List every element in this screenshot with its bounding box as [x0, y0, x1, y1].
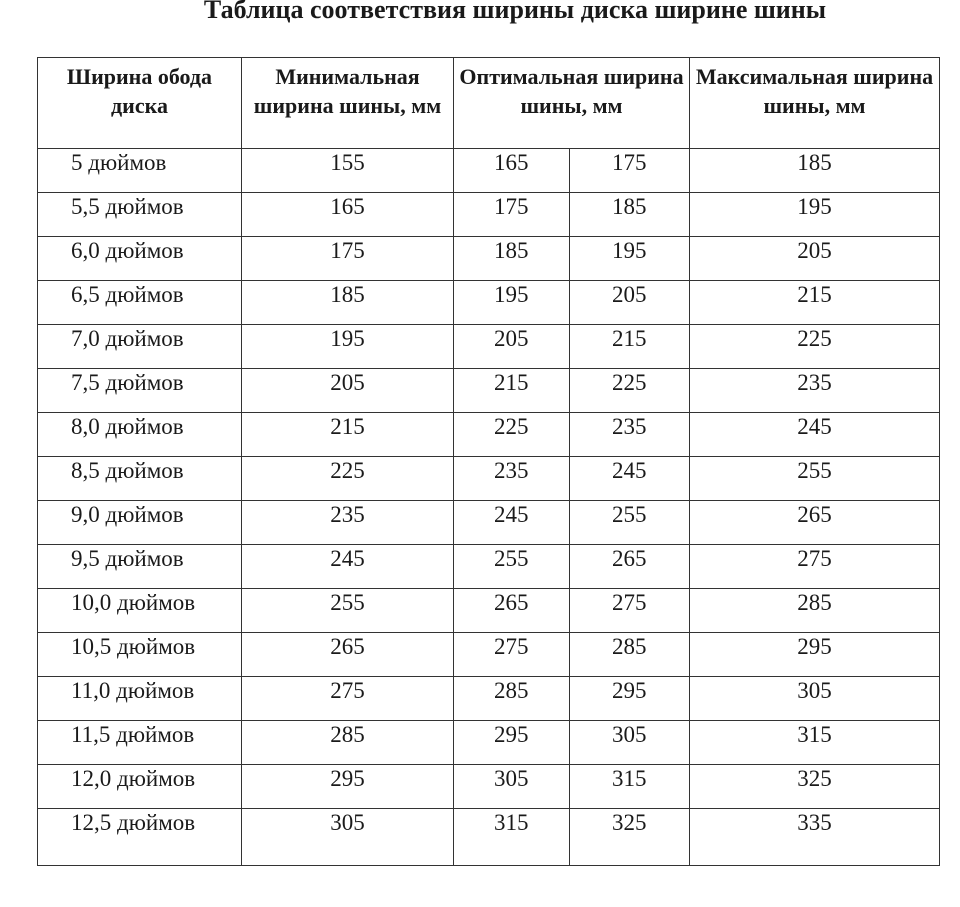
cell-optimal-high: 215 — [570, 325, 690, 369]
cell-rim-width: 10,5 дюймов — [38, 633, 242, 677]
cell-max-width: 245 — [690, 413, 940, 457]
table-row — [38, 721, 940, 765]
cell-max-width: 265 — [690, 501, 940, 545]
cell-optimal-high: 245 — [570, 457, 690, 501]
table-row — [38, 193, 940, 237]
cell-min-width: 265 — [242, 633, 454, 677]
cell-min-width: 185 — [242, 281, 454, 325]
cell-rim-width: 10,0 дюймов — [38, 589, 242, 633]
table-row — [38, 237, 940, 281]
cell-max-width: 235 — [690, 369, 940, 413]
cell-rim-width: 7,5 дюймов — [38, 369, 242, 413]
page-title: Таблица соответствия ширины диска ширине шины — [203, 0, 827, 24]
cell-max-width: 205 — [690, 237, 940, 281]
header-rim-width: Ширина обода диска — [38, 58, 242, 149]
cell-optimal-low: 225 — [454, 413, 570, 457]
cell-min-width: 225 — [242, 457, 454, 501]
table-row — [38, 809, 940, 866]
cell-optimal-high: 175 — [570, 149, 690, 193]
header-optimal-width: Оптимальная ширина шины, мм — [454, 58, 690, 149]
table-row — [38, 457, 940, 501]
cell-optimal-high: 195 — [570, 237, 690, 281]
table-header-row — [38, 58, 940, 149]
cell-min-width: 285 — [242, 721, 454, 765]
cell-max-width: 215 — [690, 281, 940, 325]
cell-optimal-low: 165 — [454, 149, 570, 193]
cell-min-width: 205 — [242, 369, 454, 413]
cell-max-width: 325 — [690, 765, 940, 809]
cell-min-width: 275 — [242, 677, 454, 721]
table-row — [38, 369, 940, 413]
cell-min-width: 165 — [242, 193, 454, 237]
table-row — [38, 501, 940, 545]
table-row — [38, 677, 940, 721]
cell-optimal-low: 315 — [454, 809, 570, 866]
table-row — [38, 325, 940, 369]
cell-rim-width: 7,0 дюймов — [38, 325, 242, 369]
cell-max-width: 335 — [690, 809, 940, 866]
cell-min-width: 305 — [242, 809, 454, 866]
cell-optimal-low: 245 — [454, 501, 570, 545]
cell-optimal-low: 275 — [454, 633, 570, 677]
cell-max-width: 315 — [690, 721, 940, 765]
cell-rim-width: 12,5 дюймов — [38, 809, 242, 866]
cell-optimal-low: 235 — [454, 457, 570, 501]
cell-rim-width: 6,0 дюймов — [38, 237, 242, 281]
cell-max-width: 295 — [690, 633, 940, 677]
cell-optimal-high: 255 — [570, 501, 690, 545]
tire-width-table — [37, 57, 940, 866]
cell-rim-width: 8,0 дюймов — [38, 413, 242, 457]
cell-rim-width: 11,0 дюймов — [38, 677, 242, 721]
cell-optimal-high: 295 — [570, 677, 690, 721]
cell-optimal-high: 325 — [570, 809, 690, 866]
cell-rim-width: 12,0 дюймов — [38, 765, 242, 809]
cell-optimal-low: 305 — [454, 765, 570, 809]
cell-optimal-high: 265 — [570, 545, 690, 589]
cell-optimal-low: 205 — [454, 325, 570, 369]
cell-optimal-high: 185 — [570, 193, 690, 237]
table-row — [38, 545, 940, 589]
table-row — [38, 589, 940, 633]
cell-min-width: 295 — [242, 765, 454, 809]
cell-optimal-high: 275 — [570, 589, 690, 633]
cell-min-width: 245 — [242, 545, 454, 589]
cell-optimal-low: 285 — [454, 677, 570, 721]
cell-rim-width: 6,5 дюймов — [38, 281, 242, 325]
cell-min-width: 155 — [242, 149, 454, 193]
cell-optimal-low: 195 — [454, 281, 570, 325]
cell-optimal-high: 285 — [570, 633, 690, 677]
cell-optimal-low: 265 — [454, 589, 570, 633]
cell-max-width: 305 — [690, 677, 940, 721]
table-row — [38, 765, 940, 809]
table-row — [38, 413, 940, 457]
cell-min-width: 255 — [242, 589, 454, 633]
cell-rim-width: 9,5 дюймов — [38, 545, 242, 589]
cell-optimal-high: 315 — [570, 765, 690, 809]
header-min-width: Минимальная ширина шины, мм — [242, 58, 454, 149]
cell-rim-width: 9,0 дюймов — [38, 501, 242, 545]
cell-min-width: 215 — [242, 413, 454, 457]
cell-max-width: 225 — [690, 325, 940, 369]
cell-optimal-low: 255 — [454, 545, 570, 589]
cell-max-width: 285 — [690, 589, 940, 633]
cell-min-width: 235 — [242, 501, 454, 545]
cell-optimal-high: 235 — [570, 413, 690, 457]
cell-optimal-low: 295 — [454, 721, 570, 765]
cell-rim-width: 11,5 дюймов — [38, 721, 242, 765]
cell-optimal-low: 185 — [454, 237, 570, 281]
cell-optimal-low: 215 — [454, 369, 570, 413]
cell-optimal-low: 175 — [454, 193, 570, 237]
cell-optimal-high: 225 — [570, 369, 690, 413]
cell-max-width: 195 — [690, 193, 940, 237]
cell-rim-width: 5,5 дюймов — [38, 193, 242, 237]
cell-optimal-high: 305 — [570, 721, 690, 765]
cell-max-width: 185 — [690, 149, 940, 193]
table-row — [38, 633, 940, 677]
cell-optimal-high: 205 — [570, 281, 690, 325]
cell-max-width: 255 — [690, 457, 940, 501]
cell-min-width: 175 — [242, 237, 454, 281]
cell-rim-width: 5 дюймов — [38, 149, 242, 193]
table-row — [38, 281, 940, 325]
header-max-width: Максимальная ширина шины, мм — [690, 58, 940, 149]
cell-min-width: 195 — [242, 325, 454, 369]
cell-rim-width: 8,5 дюймов — [38, 457, 242, 501]
table-row — [38, 149, 940, 193]
cell-max-width: 275 — [690, 545, 940, 589]
